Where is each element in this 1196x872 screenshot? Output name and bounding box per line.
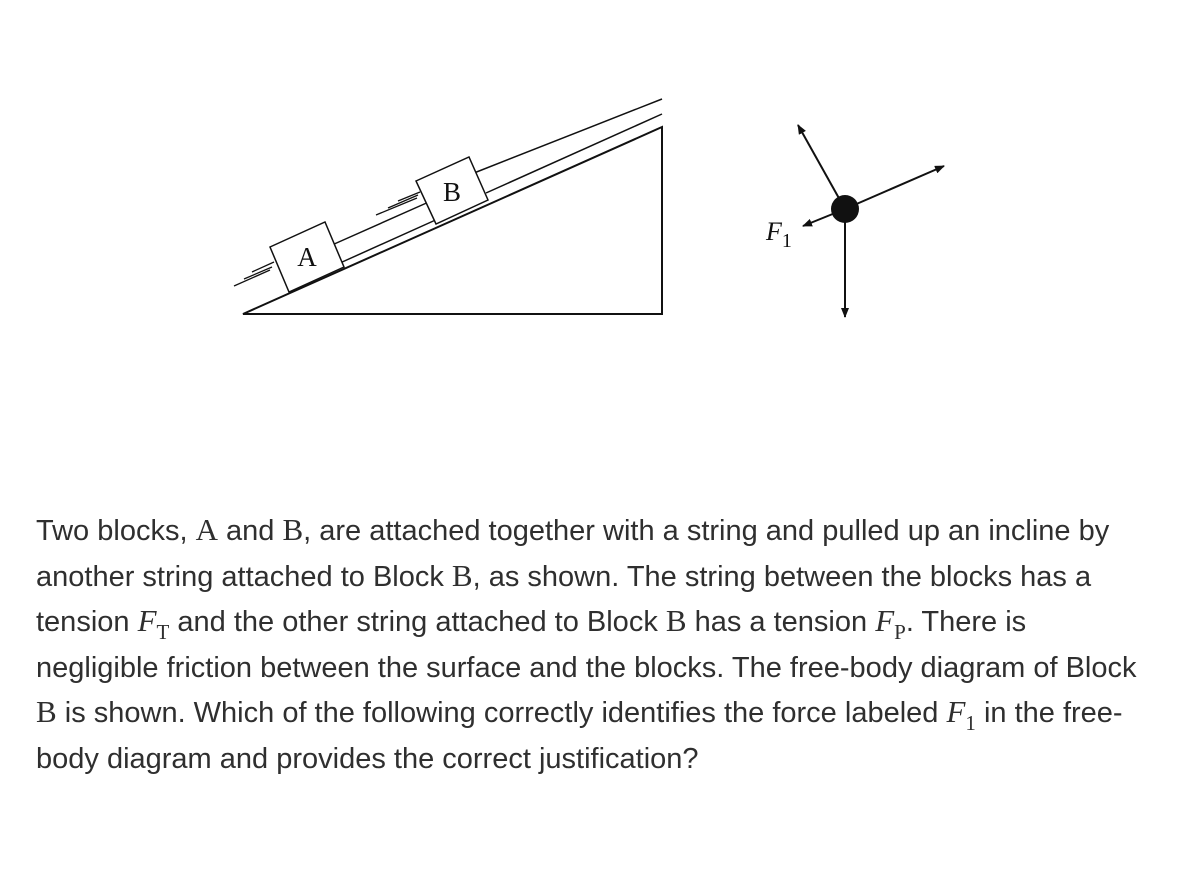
block-b-label: B (442, 177, 462, 207)
fbd-f1-label: $F_1$ (766, 217, 792, 252)
string-between-blocks-lower (340, 218, 440, 263)
pulling-string (474, 99, 662, 173)
question-text-part: , as shown. The string between the blocks has a tension (36, 560, 1092, 639)
string-between-blocks (332, 201, 431, 245)
block-a-symbol: A (195, 512, 218, 547)
fbd-arrow-pull (845, 166, 944, 209)
block-a-label: A (297, 242, 317, 272)
question-text-part: , are attached together with a string and pulled up an incline by another string attached to Block (36, 515, 1110, 593)
question-text-part: and the other string attached to Block (169, 606, 666, 639)
question-text-part: has a tension (686, 606, 876, 639)
fbd-point-mass (831, 195, 859, 223)
tension-fp-symbol: $F_P$ (875, 603, 906, 645)
free-body-diagram (765, 125, 944, 317)
block-b-symbol: B (665, 603, 687, 639)
block-b-symbol: B (451, 557, 473, 593)
pulling-string-lower (486, 114, 662, 193)
fbd-arrow-normal (798, 125, 845, 209)
question-text-part: . There is negligible friction between the surface and the blocks. The free-body diagram of Block (36, 606, 1137, 684)
question-text-part: in the free-body diagram and provides the correct justification? (36, 697, 1123, 775)
question-text (36, 508, 1146, 782)
question-text-part: is shown. Which of the following correctly identifies the force labeled (56, 697, 947, 730)
motion-lines-a (234, 262, 274, 286)
block-b-symbol: B (282, 512, 304, 547)
block-b-symbol: B (36, 694, 57, 730)
question-text-part: Two blocks, (36, 515, 196, 547)
block-a (270, 222, 344, 292)
force-f1-symbol: $F_1$ (946, 694, 976, 736)
block-b (416, 157, 488, 224)
tension-ft-symbol: $F_T$ (137, 603, 170, 645)
question-text-part: and (217, 515, 283, 547)
motion-lines-b (376, 192, 420, 215)
incline-ramp (243, 127, 662, 314)
